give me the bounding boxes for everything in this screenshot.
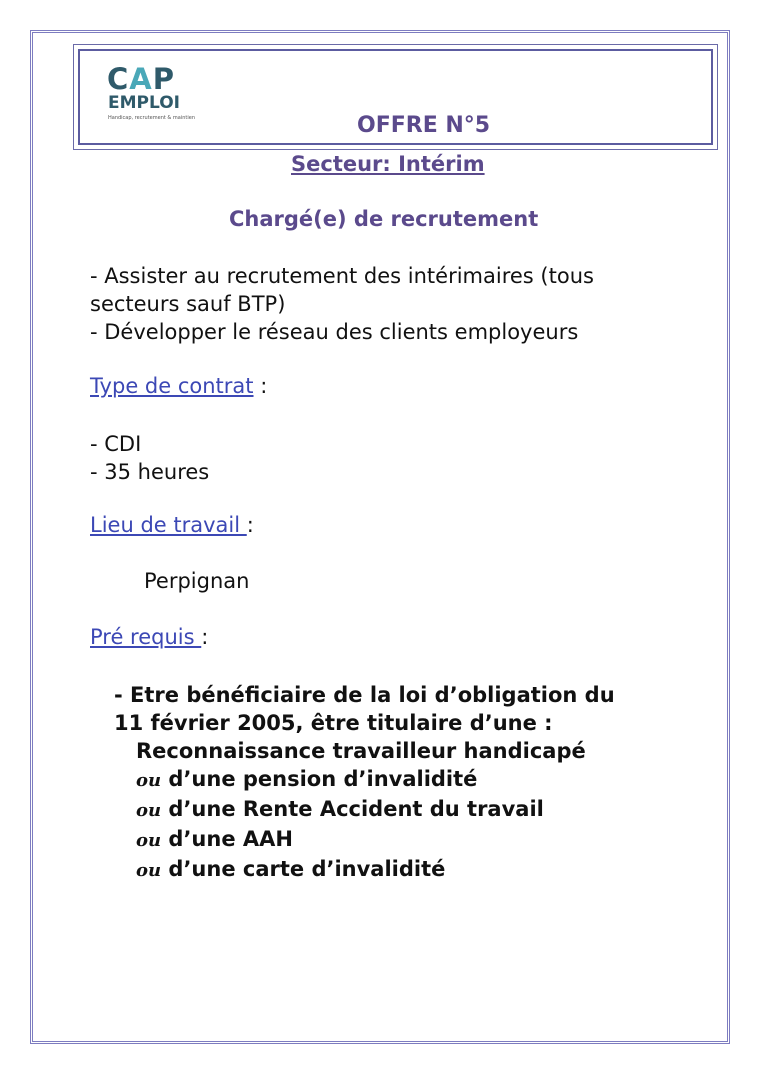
- sector-heading: Secteur: Intérim: [291, 152, 485, 176]
- or-word: ou: [136, 860, 162, 881]
- prereq-intro-line1: - Etre bénéficiaire de la loi d’obligation du: [114, 683, 615, 707]
- contract-item: - CDI: [90, 432, 142, 456]
- prereq-first-option: Reconnaissance travailleur handicapé: [136, 739, 586, 763]
- contract-list: [90, 430, 209, 486]
- contract-type-link[interactable]: Type de contrat: [90, 374, 254, 398]
- job-title: Chargé(e) de recrutement: [229, 207, 539, 231]
- or-word: ou: [136, 830, 162, 851]
- prereq-option: ou d’une pension d’invalidité: [136, 767, 478, 791]
- prereq-option: ou d’une Rente Accident du travail: [136, 797, 544, 821]
- missions-list: [90, 262, 690, 346]
- offer-number-title: OFFRE N°5: [357, 113, 491, 138]
- prerequisites-block: [114, 681, 615, 885]
- or-word: ou: [136, 770, 162, 791]
- logo-tagline: Handicap, recrutement & maintien: [108, 115, 195, 121]
- prereq-option: ou d’une carte d’invalidité: [136, 857, 446, 881]
- cap-emploi-logo: [107, 64, 207, 124]
- prerequisites-label: Pré requis :: [90, 625, 209, 649]
- mission-item: - Développer le réseau des clients employeurs: [90, 320, 579, 344]
- logo-emploi-text: EMPLOI: [108, 93, 180, 113]
- location-link[interactable]: Lieu de travail: [90, 513, 247, 537]
- prereq-intro-line2: 11 février 2005, être titulaire d’une :: [114, 711, 553, 735]
- logo-cap-text: CAP: [107, 62, 176, 96]
- location-label: Lieu de travail :: [90, 513, 254, 537]
- location-value: Perpignan: [144, 569, 250, 593]
- page-border: [30, 30, 730, 1044]
- contract-type-label: Type de contrat :: [90, 374, 268, 398]
- prerequisites-link[interactable]: Pré requis: [90, 625, 202, 649]
- prereq-option: ou d’une AAH: [136, 827, 293, 851]
- or-word: ou: [136, 800, 162, 821]
- contract-item: - 35 heures: [90, 460, 210, 484]
- mission-item: - Assister au recrutement des intérimaires (tous secteurs sauf BTP): [90, 264, 594, 316]
